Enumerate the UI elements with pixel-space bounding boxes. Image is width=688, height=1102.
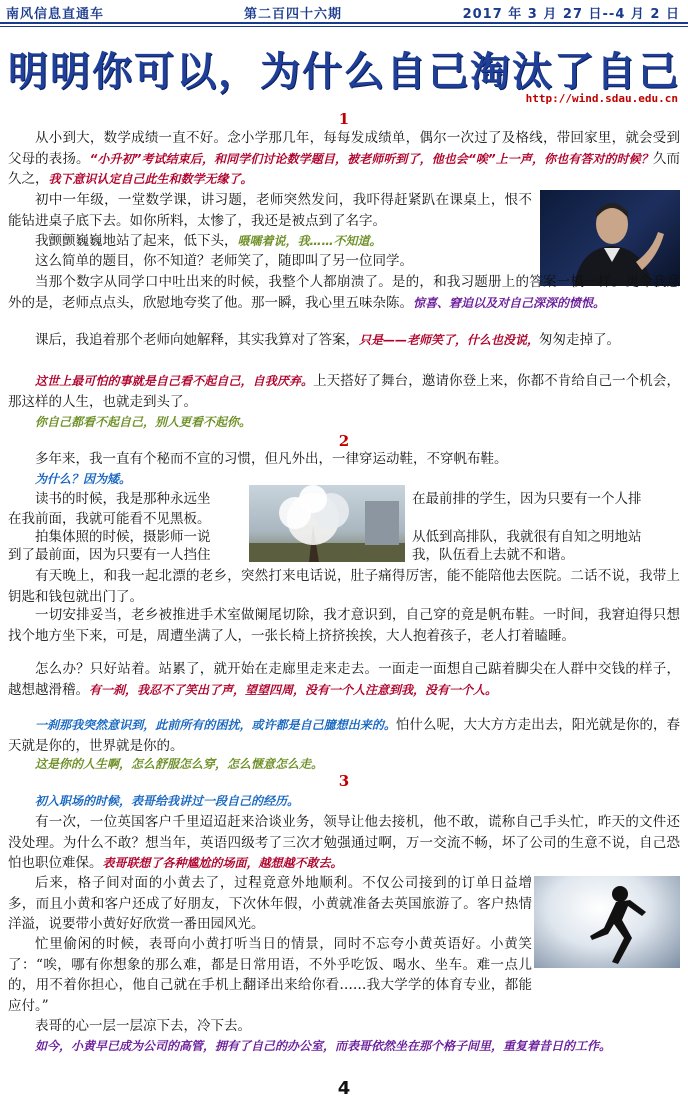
s3-paragraph-4: 忙里偷闲的时候，表哥向小黄打听当日的情景，同时不忘夸小黄英语好。小黄笑了：“唉，哪有你想象的那么难，都是日常用语，不外乎吃饭、喝水、坐车。难一点儿的，用不着你担心，他自己就在手机上翻译出来给你看……我大学学的体育专业，都能应付。”: [8, 936, 532, 1014]
newsletter-name: 南风信息直通车: [6, 7, 105, 22]
s2-paragraph-1: 多年来，我一直有个秘而不宣的习惯，但凡外出，一律穿运动鞋，不穿帆布鞋。: [35, 451, 508, 467]
s2-paragraph-4-cont: 到了最前面，因为只要有一人挡住: [8, 547, 211, 563]
blossom-tree-photo: [249, 485, 405, 562]
s2-paragraph-6: 一切安排妥当，老乡被推进手术室做阑尾切除，我才意识到，自己穿的竟是帆布鞋。一时间，我窘迫得只想找个地方坐下来，可是，周遭坐满了人，一张长椅上挤挤挨挨，大人抱着孩子，老人打着瞌睡。: [8, 607, 680, 644]
section-number-2: 2: [338, 432, 350, 450]
section-number-1: 1: [338, 110, 350, 128]
s2-paragraph-9: 这是你的人生啊，怎么舒服怎么穿，怎么惬意怎么走。: [35, 757, 324, 771]
s1-paragraph-1: 从小到大，数学成绩一直不好。念小学那几年，每每发成绩单，偶尔一次过了及格线，带回家里，就会受到父母的表扬。“小升初”考试结束后，和同学们讨论数学题目，被老师听到了，他也会“唉”上一声，你也有答对的时候？久而久之，我下意识认定自己此生和数学无缘了。: [8, 130, 681, 188]
s1-paragraph-8: 你自己都看不起自己，别人更看不起你。: [35, 415, 252, 429]
runner-silhouette-photo: [534, 876, 680, 968]
header-rule-thin: [0, 26, 688, 27]
page-number: 4: [337, 1078, 351, 1099]
s2-paragraph-2: 为什么？因为矮。: [35, 472, 132, 486]
issue-number: 第二百四十六期: [244, 7, 343, 22]
s3-paragraph-6: 如今，小黄早已成为公司的高管，拥有了自己的办公室，而表哥依然坐在那个格子间里，重复着昔日的工作。: [35, 1039, 612, 1053]
s2-paragraph-5: 有天晚上，和我一起北漂的老乡，突然打来电话说，肚子痛得厉害，能不能陪他去医院。二话不说，我带上钥匙和钱包就出门了。: [8, 568, 680, 605]
site-url[interactable]: http://wind.sdau.edu.cn: [525, 92, 678, 105]
s2-paragraph-3-right: 在最前排的学生，因为只要有一个人排: [412, 491, 642, 507]
article-title: 明明你可以，为什么自己淘汰了自己: [8, 49, 680, 95]
s3-paragraph-3: 后来，格子间对面的小黄去了，过程竟意外地顺利。不仅公司接到的订单日益增多，而且小黄和客户还成了好朋友，下次休年假，小黄就准备去英国旅游了。客户热情洋溢，说要带小黄好好欣赏一番田园风光。: [8, 875, 532, 933]
s1-paragraph-3: 我颤颤巍巍地站了起来，低下头，嗫嚅着说，我……不知道。: [35, 233, 382, 249]
s2-paragraph-7: 怎么办？只好站着。站累了，就开始在走廊里走来走去。一面走一面想自己踮着脚尖在人群中交钱的样子，越想越滑稽。有一刹，我忍不了笑出了声，望望四周，没有一个人注意到我，没有一个人。: [8, 661, 680, 698]
s1-paragraph-7: 这世上最可怕的事就是自己看不起自己，自我厌弃。上天搭好了舞台，邀请你登上来，你都不肯给自己一个机会，那这样的人生，也就走到头了。: [8, 373, 680, 410]
s3-paragraph-2: 有一次，一位英国客户千里迢迢赶来洽谈业务，领导让他去接机，他不敢，谎称自己手头忙，昨天的文件还没处理。为什么不敢？想当年，英语四级考了三次才勉强通过啊，万一交流不畅，坏了公司的生意不说，自己恐怕也职位难保。表哥联想了各种尴尬的场面，越想越不敢去。: [8, 814, 680, 872]
s1-paragraph-2: 初中一年级，一堂数学课，讲习题，老师突然发问，我吓得赶紧趴在课桌上，恨不能钻进桌子底下去。如你所料，太惨了，我还是被点到了名字。: [8, 192, 532, 229]
s2-paragraph-3-left: 读书的时候，我是那种永远坐: [35, 491, 211, 507]
s2-paragraph-8: 一刹那我突然意识到，此前所有的困扰，或许都是自己臆想出来的。怕什么呢，大大方方走出去，阳光就是你的，春天就是你的，世界就是你的。: [8, 717, 680, 754]
header-rule: [0, 22, 688, 24]
newsletter-header: [0, 0, 688, 22]
s1-paragraph-5: 当那个数字从同学口中吐出来的时候，我整个人都崩溃了。是的，和我习题册上的答案一模一样。更令我意外的是，老师点点头，欣慰地夸奖了他。那一瞬，我心里五味杂陈。惊喜、窘迫以及对自己深深的愤恨。: [8, 274, 680, 311]
s2-paragraph-4-end: 我，队伍看上去就不和谐。: [412, 547, 574, 563]
s2-paragraph-3-cont: 在我前面，我就可能看不见黑板。: [8, 511, 211, 527]
s1-paragraph-6: 课后，我追着那个老师向她解释，其实我算对了答案，只是——老师笑了，什么也没说，匆匆走掉了。: [35, 332, 621, 348]
s3-paragraph-1: 初入职场的时候，表哥给我讲过一段自己的经历。: [35, 794, 300, 808]
s2-paragraph-4-right: 从低到高排队，我就很有自知之明地站: [412, 529, 642, 545]
section-number-3: 3: [338, 772, 350, 790]
s1-paragraph-4: 这么简单的题目，你不知道？老师笑了，随即叫了另一位同学。: [35, 253, 413, 269]
s2-paragraph-4-left: 拍集体照的时候，摄影师一说: [35, 529, 211, 545]
issue-date: 2017 年 3 月 27 日--4 月 2 日: [462, 7, 680, 22]
s3-paragraph-5: 表哥的心一层一层凉下去，冷下去。: [35, 1018, 251, 1034]
